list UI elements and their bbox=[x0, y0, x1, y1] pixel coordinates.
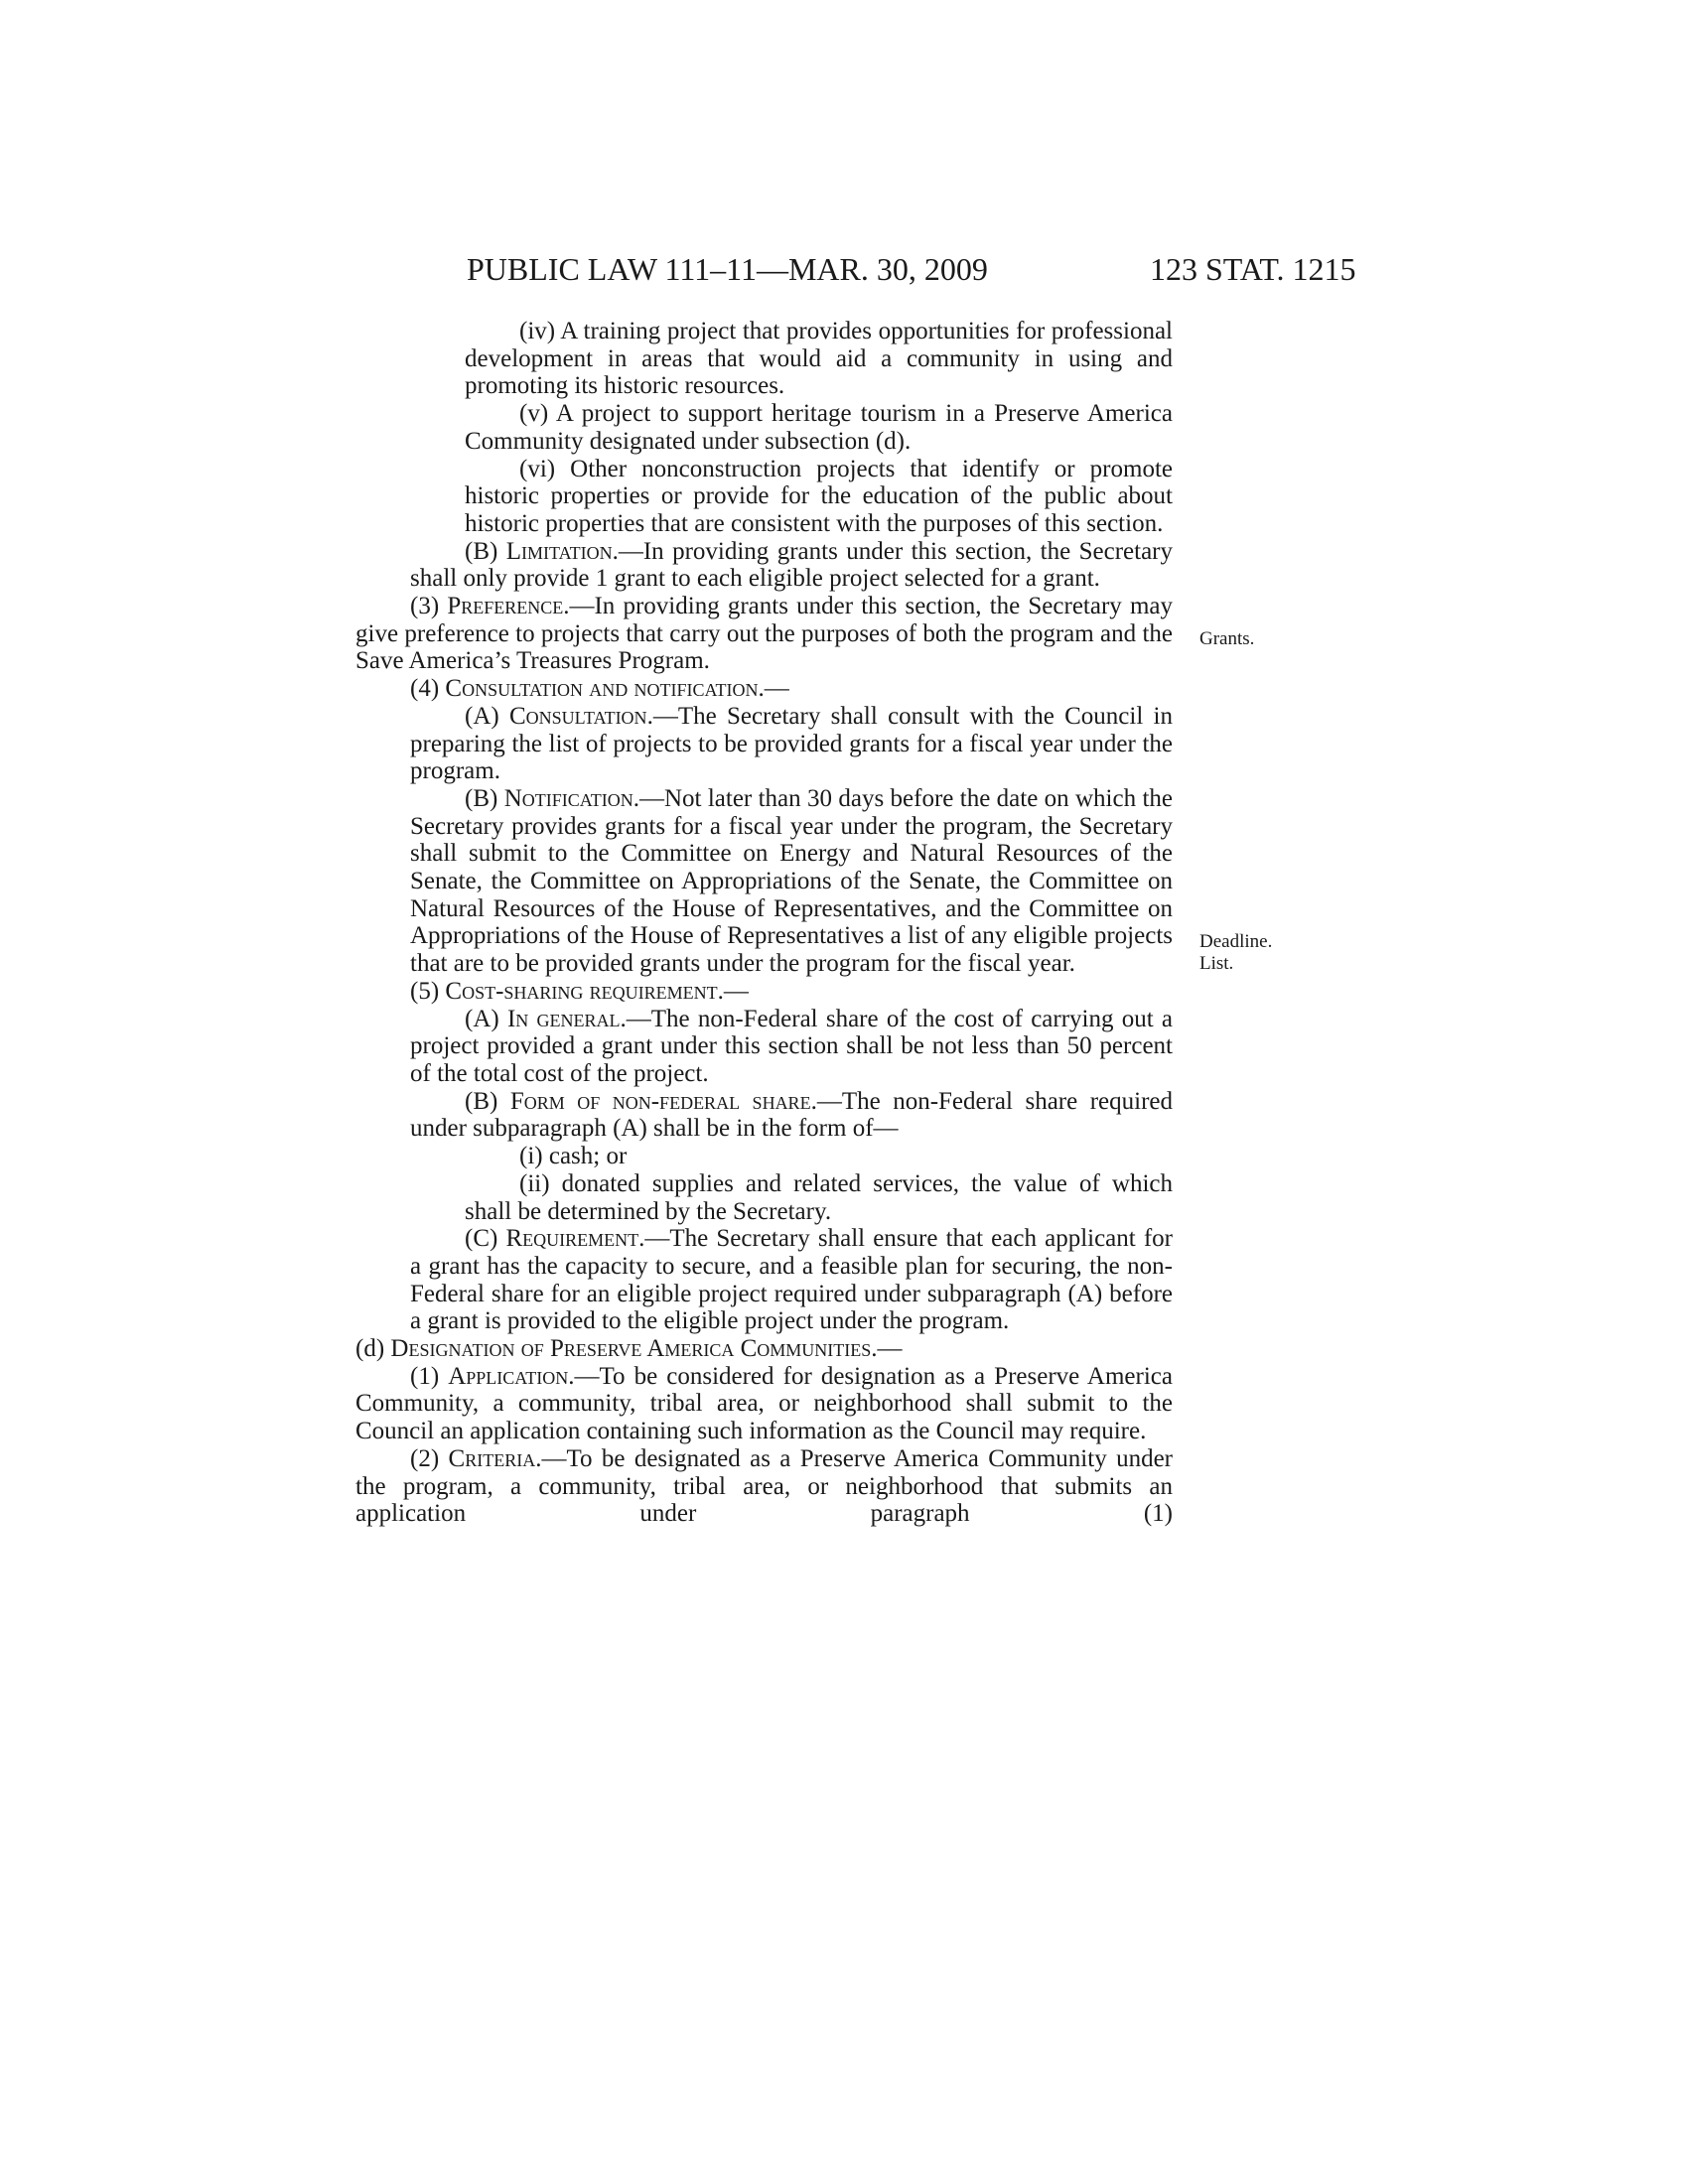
subparagraph-text: .—The Secretary shall consult with the Council in preparing the list of projects to be provided grants for a fiscal year under the program. bbox=[410, 702, 1173, 785]
paragraph-text: .—To be designated as a Preserve America Community under the program, a community, tribal area, or neighborhood that submits an application under paragraph (1) bbox=[355, 1444, 1173, 1528]
margin-note-list: List. bbox=[1199, 953, 1234, 974]
paragraph-text: .— bbox=[758, 675, 789, 703]
paragraph-heading: Preference bbox=[447, 593, 564, 620]
clause-i-cash: (i) cash; or bbox=[519, 1143, 628, 1170]
subparagraph-b-form bbox=[355, 1088, 1173, 1143]
subparagraph-number: (B) bbox=[465, 537, 506, 565]
clause-ii-donated: (ii) donated supplies and related services, the value of which shall be determined by the Secretary. bbox=[465, 1169, 1173, 1225]
statute-body bbox=[355, 318, 1173, 1528]
paragraph-text: .—In providing grants under this section, the Secretary may give preference to projects that carry out the purposes of both the program and the Save America’s Treasures Program. bbox=[355, 593, 1173, 675]
paragraph-heading: Cost-sharing requirement bbox=[445, 977, 718, 1005]
paragraph-number: (2) bbox=[410, 1444, 449, 1472]
clause-iv: (iv) A training project that provides opportunities for professional development in areas that would aid a community in using and promoting its historic resources. bbox=[465, 318, 1173, 400]
subparagraph-b-notification bbox=[355, 785, 1173, 978]
subparagraph-text: .—The Secretary shall ensure that each applicant for a grant has the capacity to secure, and a feasible plan for securing, the non-Federal share for an eligible project required under subparagraph (A) before a grant is provided to the eligible project under the program. bbox=[410, 1225, 1173, 1335]
subparagraph-b-limitation bbox=[355, 538, 1173, 593]
subsection-d-heading bbox=[355, 1335, 1173, 1363]
paragraph-number: (1) bbox=[410, 1362, 449, 1390]
subparagraph-text: .—Not later than 30 days before the date on which the Secretary provides grants for a fiscal year under the program, the Secretary shall submit to the Committee on Energy and Natural Resources of the Senate, the Committee on Appropriations of the Senate, the Committee on Natural Resources of the House of Representatives, and the Committee on Appropriations of the House of Representatives a list of any eligible projects that are to be provided grants under the program for the fiscal year. bbox=[410, 784, 1174, 978]
paragraph-4-heading bbox=[355, 675, 1173, 703]
paragraph-2-criteria bbox=[355, 1445, 1173, 1528]
margin-note-deadline: Deadline. bbox=[1199, 931, 1273, 952]
subparagraph-text: .—In providing grants under this section, the Secretary shall only provide 1 grant to each eligible project selected for a grant. bbox=[410, 537, 1174, 593]
clause-vi: (vi) Other nonconstruction projects that identify or promote historic properties or provide for the education of the public about historic properties that are consistent with the purposes of this section. bbox=[465, 455, 1173, 537]
paragraph-number: (5) bbox=[410, 977, 446, 1005]
subparagraph-number: (B) bbox=[465, 1087, 510, 1115]
paragraph-text: .— bbox=[717, 977, 749, 1005]
subparagraph-heading: Requirement bbox=[505, 1225, 639, 1253]
subparagraph-a-in-general bbox=[355, 1006, 1173, 1088]
subparagraph-number: (B) bbox=[465, 784, 504, 812]
running-header-title: PUBLIC LAW 111–11—MAR. 30, 2009 bbox=[467, 251, 988, 287]
paragraph-3-preference bbox=[355, 593, 1173, 675]
subparagraph-heading: Notification bbox=[503, 784, 633, 812]
subparagraph-heading: In general bbox=[506, 1005, 621, 1032]
paragraph-heading: Criteria bbox=[448, 1444, 536, 1472]
subparagraph-a-consultation bbox=[355, 703, 1173, 785]
paragraph-5-heading bbox=[355, 978, 1173, 1006]
subsection-text: .— bbox=[871, 1335, 903, 1363]
subparagraph-number: (C) bbox=[465, 1225, 506, 1253]
subsection-heading: Designation of Preserve America Communities bbox=[390, 1335, 872, 1363]
subparagraph-c-requirement bbox=[355, 1225, 1173, 1335]
clause-v: (v) A project to support heritage tourism in a Preserve America Community designated under subsection (d). bbox=[465, 400, 1173, 455]
paragraph-number: (3) bbox=[410, 593, 448, 620]
subparagraph-number: (A) bbox=[465, 702, 509, 730]
subparagraph-heading: Limitation bbox=[505, 537, 613, 565]
running-header-page: 123 STAT. 1215 bbox=[1150, 251, 1356, 287]
subparagraph-text: .—The non-Federal share required under subparagraph (A) shall be in the form of— bbox=[410, 1087, 1173, 1143]
paragraph-1-application bbox=[355, 1363, 1173, 1445]
subparagraph-number: (A) bbox=[465, 1005, 507, 1032]
subsection-number: (d) bbox=[355, 1335, 391, 1363]
margin-note-grants: Grants. bbox=[1199, 628, 1255, 649]
subparagraph-text: .—The non-Federal share of the cost of carrying out a project provided a grant under this section shall be not less than 50 percent of the total cost of the project. bbox=[410, 1005, 1173, 1087]
paragraph-number: (4) bbox=[410, 675, 446, 703]
paragraph-text: .—To be considered for designation as a Preserve America Community, a community, tribal area, or neighborhood shall submit to the Council an application containing such information as the Council may require. bbox=[355, 1362, 1173, 1445]
paragraph-heading: Consultation and notification bbox=[445, 675, 759, 703]
paragraph-heading: Application bbox=[448, 1362, 569, 1390]
subparagraph-heading: Form of non-federal share bbox=[509, 1087, 811, 1115]
subparagraph-heading: Consultation bbox=[508, 702, 647, 730]
